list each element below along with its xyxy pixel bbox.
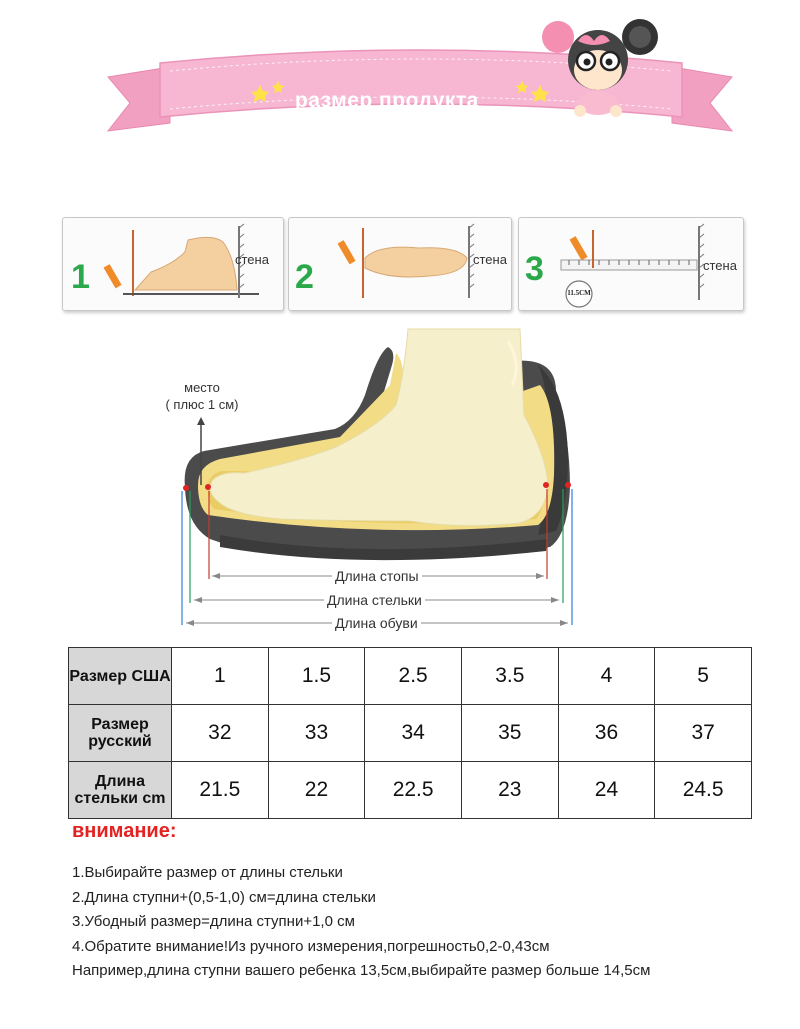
ribbon-graphic <box>100 15 740 135</box>
table-row <box>69 648 752 705</box>
table-cell: 24.5 <box>655 762 752 819</box>
table-cell: 32 <box>172 705 269 762</box>
wall-label: стена <box>703 258 737 273</box>
table-row <box>69 762 752 819</box>
pencil-icon <box>338 240 356 264</box>
wall-label: стена <box>473 252 507 267</box>
notes-list <box>72 861 792 984</box>
table-cell: 1 <box>172 648 269 705</box>
shoe-measurement-diagram <box>160 325 600 645</box>
note-line: 3.Убодный размер=длина ступни+1,0 см <box>72 913 355 930</box>
row-header: Размер русский <box>69 705 172 762</box>
table-cell: 36 <box>558 705 655 762</box>
table-cell: 22 <box>268 762 365 819</box>
ruler-badge: 11.5CM <box>567 289 591 297</box>
step-2-panel <box>288 217 512 311</box>
table-cell: 33 <box>268 705 365 762</box>
table-row <box>69 705 752 762</box>
table-cell: 5 <box>655 648 752 705</box>
size-chart-table <box>68 647 752 819</box>
table-cell: 35 <box>461 705 558 762</box>
banner-title: размер продукта <box>295 89 479 112</box>
attention-heading: внимание: <box>72 820 177 842</box>
table-cell: 34 <box>365 705 462 762</box>
note-line: 1.Выбирайте размер от длины стельки <box>72 864 343 881</box>
table-cell: 24 <box>558 762 655 819</box>
table-cell: 21.5 <box>172 762 269 819</box>
space-allowance-label: место ( плюс 1 см) <box>165 380 239 412</box>
title-banner <box>100 15 740 135</box>
row-header: Длина стельки cm <box>69 762 172 819</box>
note-line: 2.Длина ступни+(0,5-1,0) см=длина стельки <box>72 888 376 906</box>
step-1-panel <box>62 217 284 311</box>
table-cell: 37 <box>655 705 752 762</box>
wall-label: стена <box>235 252 269 267</box>
note-line: 4.Обратите внимание!Из ручного измерения,погрешность0,2-0,43см <box>72 937 550 955</box>
table-cell: 23 <box>461 762 558 819</box>
step-number: 1 <box>71 258 90 296</box>
table-cell: 22.5 <box>365 762 462 819</box>
table-cell: 4 <box>558 648 655 705</box>
step-3-panel <box>518 217 744 311</box>
table-cell: 2.5 <box>365 648 462 705</box>
table-cell: 1.5 <box>268 648 365 705</box>
step-number: 2 <box>295 258 314 296</box>
shoe-length-label: Длина обуви <box>332 615 421 631</box>
table-cell: 3.5 <box>461 648 558 705</box>
pencil-icon <box>104 264 122 288</box>
row-header: Размер США <box>69 648 172 705</box>
insole-length-label: Длина стельки <box>324 592 425 608</box>
note-line: Например,длина ступни вашего ребенка 13,5cм,выбирайте размер больше 14,5cм <box>72 962 651 979</box>
step-number: 3 <box>525 250 544 288</box>
foot-length-label: Длина стопы <box>332 568 422 584</box>
pencil-icon <box>570 236 588 260</box>
